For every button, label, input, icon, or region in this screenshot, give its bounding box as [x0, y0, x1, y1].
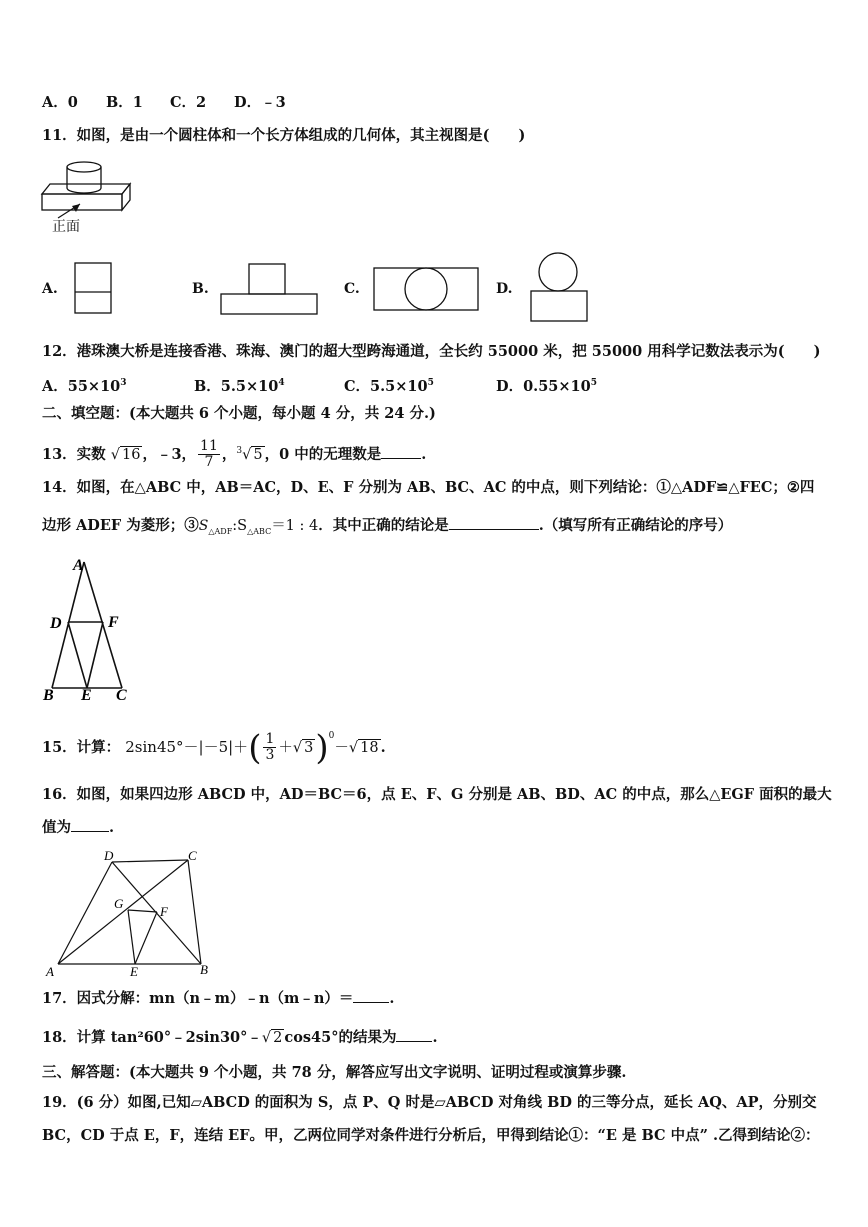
q14-point-a: A	[73, 557, 84, 574]
q11-option-c-figure	[372, 264, 480, 314]
q12-option-d: D．$0.55\times 10^5$	[496, 378, 597, 395]
q14-point-d: D	[50, 615, 62, 632]
q11-option-d-figure	[528, 252, 590, 324]
q12-option-a: A．$55\times 10^3$	[42, 378, 127, 395]
q14-point-f: F	[108, 614, 119, 631]
section-2-heading: 二、填空题：(本大题共 6 个小题，每小题 4 分，共 24 分.)	[42, 405, 436, 422]
q19-line2: BC，CD 于点 E，F，连结 EF。甲，乙两位同学对条件进行分析后，甲得到结论①：“E 是 BC 中点” .乙得到结论②：	[42, 1127, 820, 1144]
q16-point-f: F	[160, 904, 168, 919]
q11-option-d-label: D.	[496, 281, 513, 297]
q13-text: 13．实数 √ 16 ，﹣3， $\frac{11}{7}$ ，$^3$√ 5 ，0 中的无理数是 .	[42, 438, 427, 471]
q18-text: 18．计算 tan²60°﹣2sin30°﹣√ 2 cos45°的结果为 .	[42, 1029, 438, 1046]
section-3-heading: 三、解答题：(本大题共 9 个小题，共 78 分，解答应写出文字说明、证明过程或演算步骤.	[42, 1064, 627, 1081]
q14-point-c: C	[116, 687, 127, 704]
q16-line1: 16．如图，如果四边形 ABCD 中，AD＝BC＝6，点 E、F、G 分别是 AB、BD、AC 的中点，那么△EGF 面积的最大	[42, 786, 832, 803]
q16-line2: 值为 .	[42, 819, 115, 836]
q16-answer-blank	[71, 831, 109, 832]
q15-text: 15．计算： 2sin45°－|－5|＋( $\frac{1}{3}$ ＋√ 3)$^0$－√ 18 .	[42, 727, 386, 768]
q10-option-c: C．2	[170, 94, 207, 111]
q14-answer-blank	[449, 529, 539, 530]
q14-line1: 14．如图，在△ABC 中，AB＝AC，D、E、F 分别为 AB、BC、AC 的中点，则下列结论：①△ADF≌△FEC；②四	[42, 479, 815, 496]
q11-option-b-label: B.	[192, 281, 209, 297]
q11-option-b-figure	[219, 262, 321, 316]
q16-point-a: A	[46, 964, 54, 979]
q18-answer-blank	[396, 1041, 432, 1042]
q14-point-e: E	[81, 687, 92, 704]
q11-option-c-label: C.	[344, 281, 360, 297]
q19-line1: 19．(6 分）如图,已知▱ABCD 的面积为 S，点 P、Q 时是▱ABCD 对角线 BD 的三等分点，延长 AQ、AP，分别交	[42, 1094, 817, 1111]
q17-text: 17．因式分解：mn（n﹣m）﹣n（m﹣n）＝ .	[42, 990, 395, 1007]
q16-point-c: C	[188, 848, 197, 863]
q11-front-label: 正面	[52, 219, 80, 235]
q12-option-b: B．$5.5\times 10^4$	[194, 378, 285, 395]
q10-option-d: D．﹣3	[234, 94, 286, 111]
q14-line2: 边形 ADEF 为菱形；$③S_{\triangle ADF}:S_{\triangle ABC}=1$ : 4．其中正确的结论是 .（填写所有正确结论的序号）	[42, 517, 733, 536]
q14-point-b: B	[43, 687, 54, 704]
q12-option-c: C．$5.5\times 10^5$	[344, 378, 434, 395]
q16-point-b: B	[200, 962, 208, 977]
q12-text: 12．港珠澳大桥是连接香港、珠海、澳门的超大型跨海通道，全长约 55000 米，把 55000 用科学记数法表示为( )	[42, 343, 821, 360]
q17-answer-blank	[353, 1002, 389, 1003]
q11-option-a-label: A.	[42, 281, 58, 297]
q11-option-a-figure	[74, 262, 114, 316]
q11-text: 11．如图，是由一个圆柱体和一个长方体组成的几何体，其主视图是( )	[42, 127, 526, 144]
q16-quadrilateral-figure	[40, 846, 220, 980]
q16-point-d: D	[104, 848, 114, 863]
q16-point-g: G	[114, 896, 124, 911]
q10-option-b: B．1	[106, 94, 143, 111]
q16-point-e: E	[130, 964, 138, 979]
q14-triangle-figure	[40, 554, 136, 704]
q10-option-a: A．0	[42, 94, 78, 111]
q13-answer-blank	[381, 458, 421, 459]
